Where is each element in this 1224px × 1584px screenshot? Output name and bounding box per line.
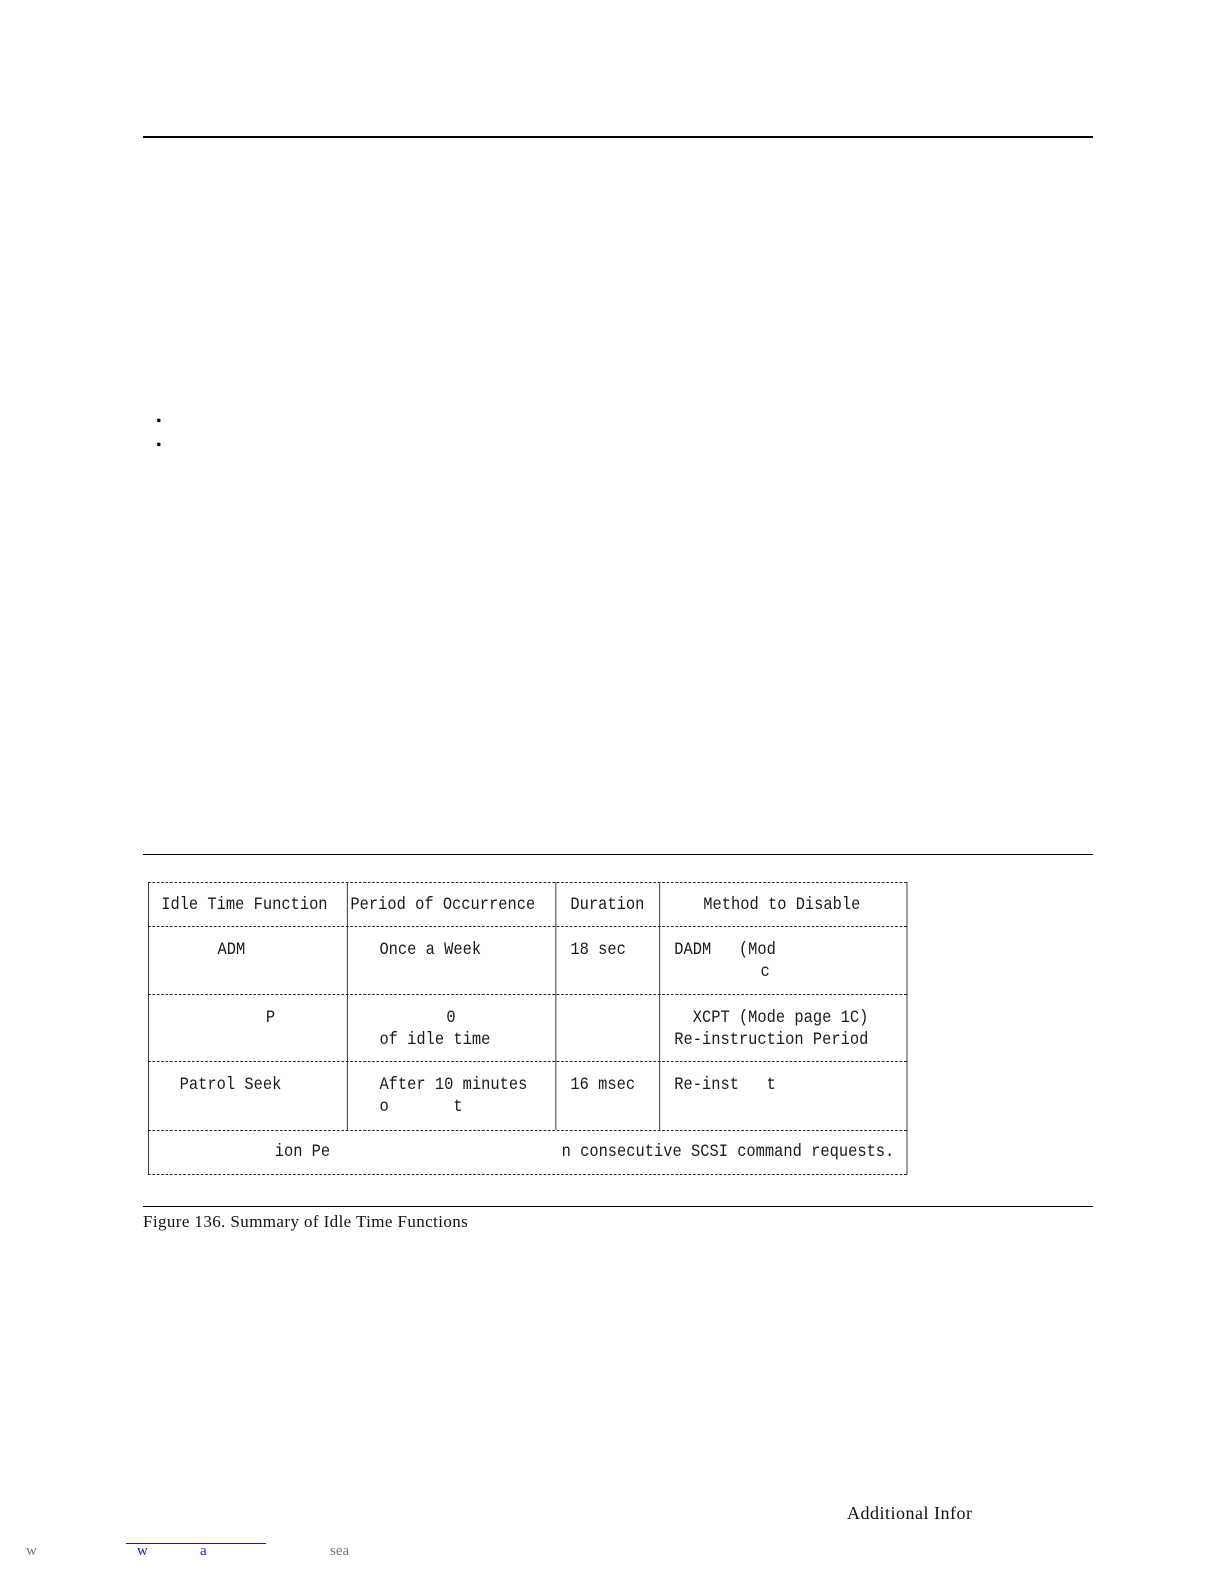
row3-duration: 16 msec: [570, 1075, 636, 1095]
row1-period: Once a Week: [379, 940, 482, 960]
table-row-divider: [148, 1061, 907, 1062]
footer-left-fragment: w: [26, 1543, 37, 1559]
table-row-divider: [148, 994, 907, 995]
table-border-right: [907, 882, 908, 1175]
header-idle-time-function: Idle Time Function: [161, 895, 328, 915]
row2-period-line2: of idle time: [379, 1030, 491, 1050]
row2-method-line2: Re-instruction Period: [674, 1030, 869, 1050]
footer-section-title: Additional Infor: [847, 1503, 973, 1523]
row2-function: P: [265, 1008, 276, 1028]
table-footnote-right: n consecutive SCSI command requests.: [561, 1142, 895, 1162]
footer-right-fragment: sea: [330, 1543, 350, 1559]
header-period-of-occurrence: Period of Occurrence: [350, 895, 536, 915]
row3-period-line1: After 10 minutes: [379, 1075, 528, 1095]
column-divider: [555, 882, 556, 1130]
row3-function: Patrol Seek: [179, 1075, 282, 1095]
header-method-to-disable: Method to Disable: [703, 895, 861, 915]
table-header-divider: [148, 926, 907, 927]
figure-caption: Figure 136. Summary of Idle Time Functions: [143, 1212, 469, 1231]
table-footnote-left: ion Pe: [274, 1142, 331, 1162]
bullet-point: •: [156, 437, 162, 454]
table-border-bottom: [148, 1174, 907, 1175]
top-rule: [143, 136, 1093, 138]
footer-link-fragment: a: [200, 1543, 207, 1559]
row3-period-line2: o t: [379, 1097, 463, 1117]
table-border-left: [148, 882, 149, 1175]
row1-method-line2: c: [760, 962, 770, 982]
row3-method-line1: Re-inst t: [674, 1075, 776, 1095]
row1-duration: 18 sec: [570, 940, 626, 960]
header-duration: Duration: [570, 895, 645, 915]
row1-function: ADM: [217, 940, 246, 960]
column-divider: [659, 882, 660, 1130]
row2-period-line1: 0: [446, 1008, 456, 1028]
footer-link[interactable]: [126, 1543, 266, 1559]
table-row-divider: [148, 1130, 907, 1131]
row2-method-line1: XCPT (Mode page 1C): [692, 1008, 869, 1028]
idle-time-table: [148, 882, 895, 1175]
table-border-top: [148, 882, 907, 883]
row1-method-line1: DADM (Mod: [674, 940, 776, 960]
figure-top-rule: [143, 854, 1093, 855]
footer-link-fragment: w: [137, 1543, 148, 1559]
figure-bottom-rule: [143, 1206, 1093, 1207]
column-divider: [347, 882, 348, 1130]
bullet-point: •: [156, 413, 162, 430]
